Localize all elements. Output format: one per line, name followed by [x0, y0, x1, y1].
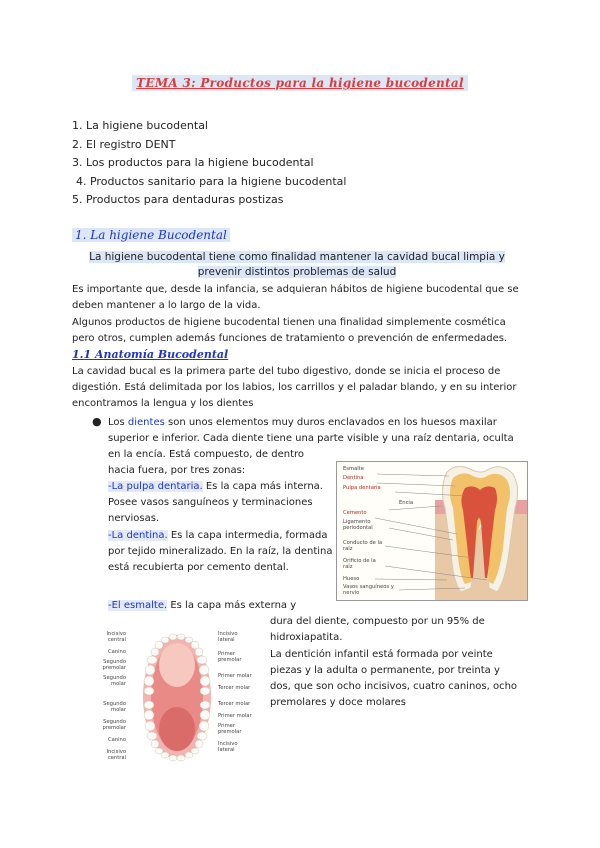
toc-item: 3. Los productos para la higiene bucodental: [72, 156, 314, 169]
tooth-anatomy-figure: [336, 461, 528, 601]
label-right: Primer premolar: [218, 651, 242, 663]
label-encia: Encía: [399, 500, 414, 506]
label-right: Incisivo lateral: [218, 741, 238, 753]
paragraph-esmalte: -El esmalte. Es la capa más externa y: [108, 600, 297, 611]
label-cemento: Cemento: [343, 510, 367, 516]
tooth-illustration: [337, 462, 527, 600]
label-right: Tercer molar: [218, 685, 251, 691]
toc-item: 5. Productos para dentaduras postizas: [72, 193, 284, 206]
paragraph-teeth: Los dientes son unos elementos muy duros enclavados en los huesos maxilar superior e inferior. Cada diente tiene una parte visible y una raíz dentaria, oculta en la encía. Está compuesto, de dentro: [108, 417, 514, 460]
section-heading-1: 1. La higiene Bucodental: [72, 228, 230, 242]
paragraph-habits: Es importante que, desde la infancia, se adquieran hábitos de higiene bucodental que se deben mantener a lo largo de la vida.: [72, 284, 519, 311]
label-dentina: Dentina: [343, 475, 364, 481]
toc-item: 4. Productos sanitario para la higiene bucodental: [76, 174, 347, 188]
term-dientes: dientes: [127, 417, 165, 428]
dental-arch-figure: [98, 629, 256, 765]
highlight-definition: La higiene bucodental tiene como finalidad mantener la cavidad bucal limpia y prevenir distintos problemas de salud: [89, 251, 505, 278]
label-right: Primer molar: [218, 713, 252, 719]
label-vasos: Vasos sanguíneos y nervio: [343, 584, 394, 596]
label-left: Segundo molar: [103, 675, 126, 687]
label-left: Incisivo central: [106, 749, 126, 761]
label-left: Incisivo central: [106, 631, 126, 643]
toc-item: 2. El registro DENT: [72, 137, 176, 151]
label-esmalte: Esmalte: [343, 466, 364, 472]
label-right: Primer premolar: [218, 723, 242, 735]
toc-item: 1. La higiene bucodental: [72, 119, 208, 132]
bullet-dot: ●: [92, 415, 102, 428]
label-left: Canino: [108, 737, 126, 743]
paragraph-pulpa: -La pulpa dentaria. Es la capa más interna. Posee vasos sanguíneos y terminaciones nerviosas.: [108, 481, 323, 524]
paragraph-zones: hacia fuera, por tres zonas:: [108, 465, 246, 476]
label-pulpa: Pulpa dentaria: [343, 485, 381, 491]
paragraph-cosmetic: Algunos productos de higiene bucodental tienen una finalidad simplemente cosmética pero otros, cumplen además funciones de tratamiento o prevención de enfermedades.: [72, 317, 508, 344]
document-title: TEMA 3: Productos para la higiene bucodental: [0, 76, 600, 90]
label-conducto: Conducto de la raíz: [343, 540, 383, 552]
label-left: Canino: [108, 649, 126, 655]
paragraph-dentina: -La dentina. Es la capa intermedia, formada por tejido mineralizado. En la raíz, la dentina está recubierta por cemento dental.: [108, 530, 333, 573]
label-left: Segundo molar: [103, 701, 126, 713]
label-ligamento: Ligamento periodontal: [343, 519, 373, 531]
label-left: Segundo premolar: [102, 659, 126, 671]
paragraph-esmalte-cont: dura del diente, compuesto por un 95% de hidroxiapatita.: [270, 616, 485, 643]
table-of-contents: [72, 117, 346, 210]
paragraph-oral-cavity: La cavidad bucal es la primera parte del tubo digestivo, donde se inicia el proceso de digestión. Está delimitada por los labios, los carrillos y el paladar blando, y en su interior encontramos la lengua y los dientes: [72, 366, 517, 409]
label-orificio: Orificio de la raíz: [343, 558, 376, 570]
paragraph-denticion: La dentición infantil está formada por veinte piezas y la adulta o permanente, por treinta y dos, que son ocho incisivos, cuatro caninos, ocho premolares y doce molares: [270, 649, 518, 708]
label-hueso: Hueso: [343, 576, 360, 582]
label-right: Incisivo lateral: [218, 631, 238, 643]
section-heading-1-1: 1.1 Anatomía Bucodental: [72, 348, 229, 361]
label-right: Tercer molar: [218, 701, 251, 707]
label-left: Segundo premolar: [102, 719, 126, 731]
label-right: Primer molar: [218, 673, 252, 679]
